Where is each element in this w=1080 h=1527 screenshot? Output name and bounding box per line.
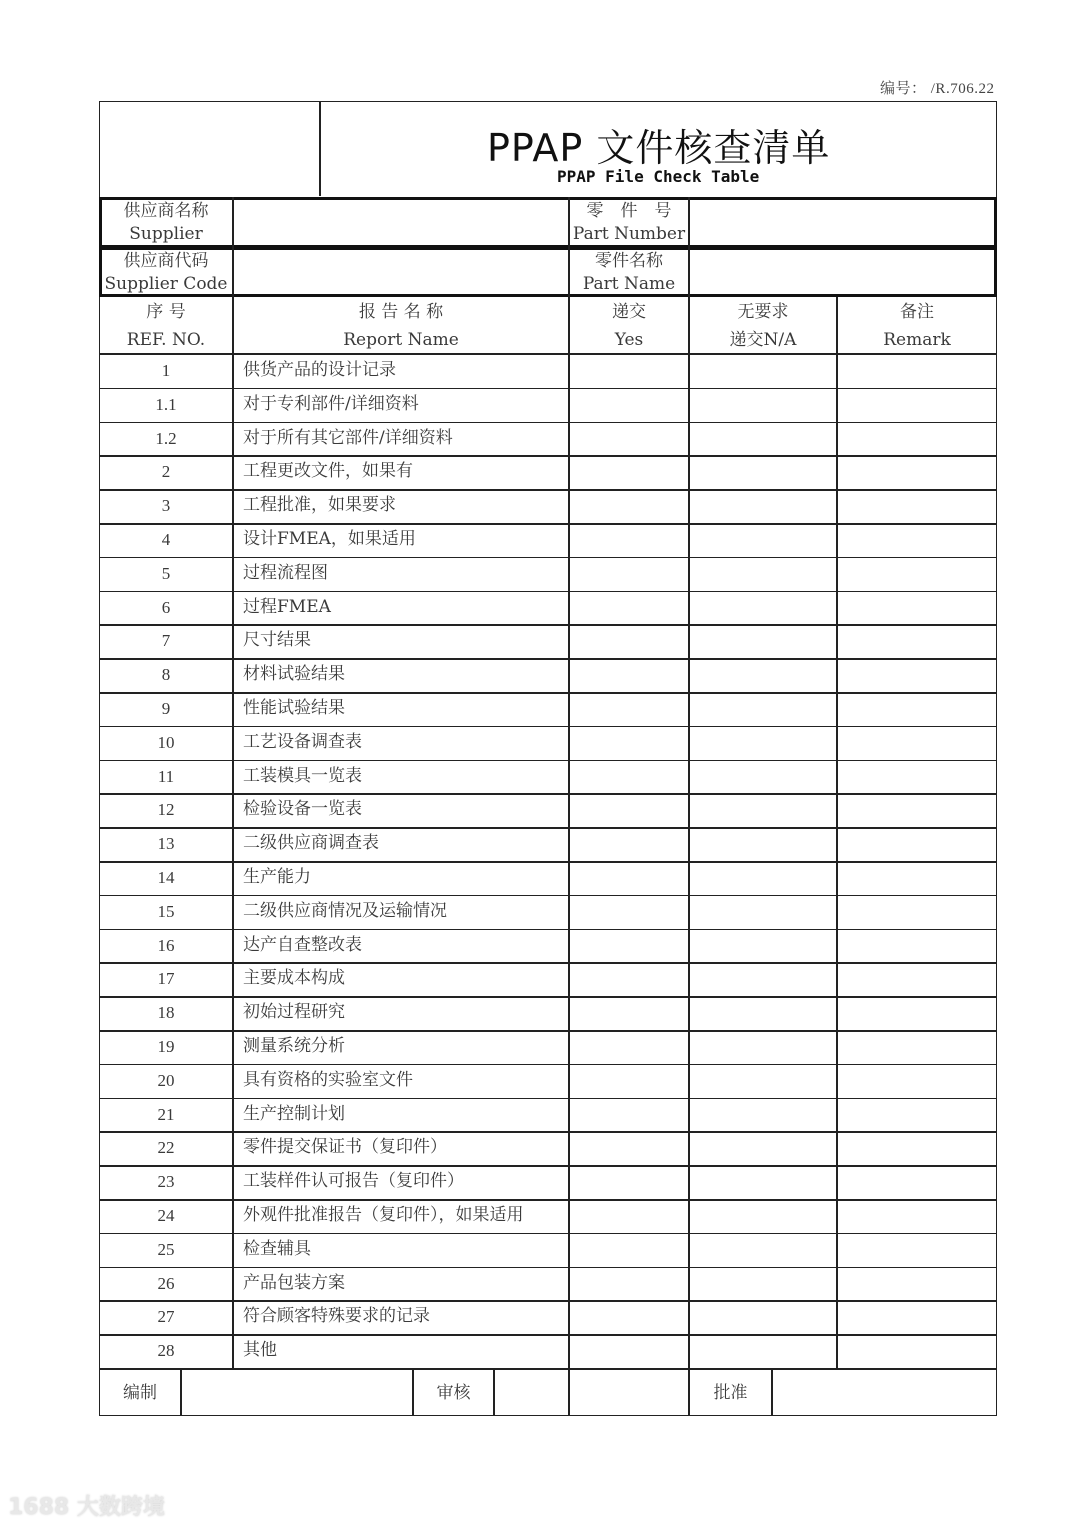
supplier-label [99, 199, 233, 247]
supplier-field[interactable] [235, 200, 567, 245]
row-yes-cell[interactable] [570, 558, 688, 590]
document-number [880, 77, 994, 98]
part-number-field[interactable] [691, 200, 993, 245]
row-remark-cell[interactable] [838, 1031, 996, 1063]
row-yes-cell[interactable] [570, 1301, 688, 1333]
row-remark-cell[interactable] [838, 490, 996, 522]
row-ref-number: 6 [161, 597, 171, 617]
row-yes-cell[interactable] [570, 693, 688, 725]
row-remark-cell[interactable] [838, 625, 996, 657]
row-report-name: 二级供应商情况及运输情况 [243, 900, 447, 921]
table-row [99, 827, 997, 861]
row-remark-cell[interactable] [838, 524, 996, 556]
row-remark-cell[interactable] [838, 727, 996, 759]
table-row [99, 658, 997, 692]
row-yes-cell[interactable] [570, 1200, 688, 1232]
row-report-name: 二级供应商调查表 [243, 833, 379, 854]
row-report-name: 供货产品的设计记录 [243, 360, 396, 380]
row-yes-cell[interactable] [570, 1099, 688, 1131]
row-na-cell[interactable] [690, 355, 836, 387]
row-remark-cell[interactable] [838, 1234, 996, 1266]
row-yes-cell[interactable] [570, 355, 688, 387]
row-ref-number: 23 [157, 1172, 175, 1192]
row-na-cell[interactable] [690, 389, 836, 421]
row-remark-cell[interactable] [838, 1166, 996, 1198]
row-remark-cell[interactable] [838, 761, 996, 793]
row-remark-cell[interactable] [838, 1065, 996, 1097]
table-row [99, 557, 997, 591]
row-yes-cell[interactable] [570, 1065, 688, 1097]
row-yes-cell[interactable] [570, 625, 688, 657]
row-ref-number: 16 [157, 935, 175, 955]
row-yes-cell[interactable] [570, 524, 688, 556]
row-na-cell[interactable] [690, 727, 836, 759]
row-report-name: 工装样件认可报告（复印件） [243, 1171, 464, 1192]
row-remark-cell[interactable] [838, 1301, 996, 1333]
table-row [99, 489, 997, 523]
table-row [99, 1300, 997, 1334]
row-report-name: 符合顾客特殊要求的记录 [243, 1306, 430, 1327]
reviewed-by-label [413, 1369, 494, 1416]
row-na-cell[interactable] [690, 1301, 836, 1333]
row-ref-number: 1.1 [155, 394, 177, 414]
row-yes-cell[interactable] [570, 456, 688, 488]
row-ref-number: 9 [161, 699, 171, 718]
table-row [99, 1064, 997, 1098]
part-number-label-en: Part Number [572, 224, 686, 244]
table-row [99, 1165, 997, 1199]
row-remark-cell[interactable] [838, 963, 996, 995]
page-subtitle: PPAP File Check Table [557, 167, 760, 186]
row-report-name: 过程流程图 [243, 562, 328, 583]
row-ref-number: 22 [157, 1138, 175, 1158]
row-na-cell[interactable] [690, 659, 836, 691]
row-ref-number: 14 [157, 868, 175, 887]
column-header-report-name [233, 298, 569, 354]
row-remark-cell[interactable] [838, 1268, 996, 1300]
row-remark-cell[interactable] [838, 896, 996, 928]
row-report-name: 对于所有其它部件/详细资料 [243, 427, 453, 448]
row-remark-cell[interactable] [838, 592, 996, 624]
part-name-label [569, 249, 689, 297]
row-report-name: 检验设备一览表 [243, 799, 362, 820]
row-na-cell[interactable] [690, 761, 836, 793]
row-yes-cell[interactable] [570, 862, 688, 894]
row-report-name: 工程批准，如果要求 [243, 495, 396, 516]
table-row [99, 861, 997, 895]
part-name-field[interactable] [691, 250, 993, 295]
table-row [99, 1131, 997, 1165]
table-row [99, 422, 997, 456]
supplier-code-label [99, 249, 233, 297]
table-row [99, 1267, 997, 1301]
row-report-name: 主要成本构成 [243, 968, 345, 989]
table-row [99, 1098, 997, 1132]
row-report-name: 工程更改文件，如果有 [243, 461, 413, 482]
column-header-na-en: 递交N/A [729, 330, 797, 350]
row-na-cell[interactable] [690, 1099, 836, 1131]
row-remark-cell[interactable] [838, 794, 996, 826]
column-header-remark [837, 298, 997, 354]
row-report-name: 尺寸结果 [243, 630, 311, 651]
row-remark-cell[interactable] [838, 1132, 996, 1164]
row-na-cell[interactable] [690, 558, 836, 590]
supplier-label-en: Supplier [129, 224, 203, 244]
watermark-logo: 1688 大数跨境 [8, 1495, 165, 1520]
row-report-name: 过程FMEA [243, 596, 331, 617]
part-number-label [569, 199, 689, 247]
row-na-cell[interactable] [690, 930, 836, 962]
row-yes-cell[interactable] [570, 1031, 688, 1063]
table-row [99, 996, 997, 1030]
row-remark-cell[interactable] [838, 558, 996, 590]
row-ref-number: 19 [157, 1037, 175, 1056]
column-header-remark-en: Remark [883, 330, 951, 350]
column-header-report-name-cn: 报 告 名 称 [358, 302, 444, 322]
row-yes-cell[interactable] [570, 794, 688, 826]
column-header-yes-en: Yes [614, 330, 644, 350]
row-yes-cell[interactable] [570, 761, 688, 793]
row-remark-cell[interactable] [838, 862, 996, 894]
table-row [99, 354, 997, 388]
reviewed-by-field[interactable] [495, 1369, 688, 1416]
column-header-na [689, 298, 837, 354]
column-header-ref [99, 298, 233, 354]
row-ref-number: 18 [157, 1003, 175, 1023]
row-yes-cell[interactable] [570, 1166, 688, 1198]
divider [319, 101, 321, 196]
row-ref-number: 2 [161, 462, 171, 482]
row-remark-cell[interactable] [838, 693, 996, 725]
row-yes-cell[interactable] [570, 659, 688, 691]
table-row [99, 1334, 997, 1368]
row-ref-number: 3 [161, 496, 171, 516]
row-remark-cell[interactable] [838, 930, 996, 962]
supplier-label-cn: 供应商名称 [123, 201, 209, 221]
row-ref-number: 20 [157, 1070, 175, 1090]
row-ref-number: 26 [157, 1273, 175, 1293]
row-yes-cell[interactable] [570, 896, 688, 928]
row-report-name: 产品包装方案 [243, 1272, 345, 1293]
row-ref-number: 17 [157, 969, 175, 989]
row-remark-cell[interactable] [838, 1335, 996, 1367]
row-na-cell[interactable] [690, 592, 836, 624]
part-name-label-en: Part Name [582, 274, 676, 294]
row-ref-number: 4 [161, 530, 171, 549]
row-remark-cell[interactable] [838, 1099, 996, 1131]
reviewed-by-label-text: 审核 [436, 1382, 471, 1403]
row-ref-number: 25 [157, 1239, 175, 1259]
row-ref-number: 13 [157, 834, 175, 854]
row-na-cell[interactable] [690, 997, 836, 1029]
row-yes-cell[interactable] [570, 389, 688, 421]
row-report-name: 具有资格的实验室文件 [243, 1069, 413, 1090]
row-na-cell[interactable] [690, 1031, 836, 1063]
column-header-ref-cn: 序 号 [146, 302, 186, 322]
row-ref-number: 1 [161, 361, 171, 380]
row-na-cell[interactable] [690, 456, 836, 488]
table-row [99, 895, 997, 929]
table-row [99, 388, 997, 422]
row-na-cell[interactable] [690, 862, 836, 894]
row-report-name: 生产能力 [243, 867, 311, 887]
table-row [99, 1199, 997, 1233]
table-row [99, 624, 997, 658]
row-na-cell[interactable] [690, 1166, 836, 1198]
row-ref-number: 11 [157, 766, 175, 786]
row-ref-number: 1.2 [155, 428, 177, 448]
row-remark-cell[interactable] [838, 828, 996, 860]
table-row [99, 455, 997, 489]
row-na-cell[interactable] [690, 490, 836, 522]
table-row [99, 692, 997, 726]
row-report-name: 零件提交保证书（复印件） [243, 1137, 447, 1158]
row-remark-cell[interactable] [838, 423, 996, 455]
row-ref-number: 15 [157, 901, 175, 921]
row-remark-cell[interactable] [838, 355, 996, 387]
row-yes-cell[interactable] [570, 727, 688, 759]
row-yes-cell[interactable] [570, 997, 688, 1029]
row-report-name: 其他 [243, 1340, 277, 1361]
row-yes-cell[interactable] [570, 1268, 688, 1300]
row-yes-cell[interactable] [570, 963, 688, 995]
row-yes-cell[interactable] [570, 490, 688, 522]
supplier-code-field[interactable] [235, 250, 567, 295]
table-row [99, 929, 997, 963]
row-na-cell[interactable] [690, 828, 836, 860]
row-yes-cell[interactable] [570, 930, 688, 962]
table-row [99, 760, 997, 794]
row-yes-cell[interactable] [570, 592, 688, 624]
row-na-cell[interactable] [690, 1234, 836, 1266]
prepared-by-label [99, 1369, 181, 1416]
row-ref-number: 7 [161, 631, 171, 651]
document-number-value: /R.706.22 [930, 81, 995, 97]
row-report-name: 设计FMEA，如果适用 [243, 529, 416, 549]
row-ref-number: 12 [157, 800, 175, 820]
table-row [99, 793, 997, 827]
row-remark-cell[interactable] [838, 456, 996, 488]
row-report-name: 性能试验结果 [243, 698, 345, 718]
logo-area [99, 101, 320, 196]
column-header-remark-cn: 备注 [900, 302, 934, 322]
row-report-name: 对于专利部件/详细资料 [243, 393, 419, 414]
row-na-cell[interactable] [690, 524, 836, 556]
supplier-code-label-cn: 供应商代码 [123, 251, 209, 271]
approved-by-label-text: 批准 [713, 1382, 748, 1403]
row-report-name: 工装模具一览表 [243, 765, 362, 786]
row-remark-cell[interactable] [838, 997, 996, 1029]
row-yes-cell[interactable] [570, 423, 688, 455]
row-na-cell[interactable] [690, 1065, 836, 1097]
row-ref-number: 24 [157, 1206, 175, 1225]
row-ref-number: 8 [161, 665, 171, 685]
row-ref-number: 27 [157, 1307, 175, 1327]
row-remark-cell[interactable] [838, 1200, 996, 1232]
column-header-ref-en: REF. NO. [126, 330, 206, 350]
row-report-name: 测量系统分析 [243, 1036, 345, 1056]
row-na-cell[interactable] [690, 1335, 836, 1367]
column-header-yes [569, 298, 689, 354]
row-report-name: 生产控制计划 [243, 1103, 345, 1124]
part-name-label-cn: 零件名称 [595, 251, 663, 271]
document-number-label: 编号： [880, 81, 927, 97]
row-report-name: 达产自查整改表 [243, 934, 362, 955]
row-remark-cell[interactable] [838, 389, 996, 421]
approved-by-field[interactable] [773, 1369, 995, 1416]
row-ref-number: 10 [157, 732, 175, 752]
table-row [99, 726, 997, 760]
row-na-cell[interactable] [690, 423, 836, 455]
table-row [99, 962, 997, 996]
row-yes-cell[interactable] [570, 828, 688, 860]
row-report-name: 检查辅具 [243, 1238, 311, 1259]
approved-by-label [689, 1369, 772, 1416]
column-header-na-cn: 无要求 [737, 302, 789, 322]
page-title: PPAP 文件核查清单 [487, 126, 831, 170]
row-na-cell[interactable] [690, 896, 836, 928]
row-yes-cell[interactable] [570, 1234, 688, 1266]
row-na-cell[interactable] [690, 1132, 836, 1164]
row-remark-cell[interactable] [838, 659, 996, 691]
row-na-cell[interactable] [690, 693, 836, 725]
row-ref-number: 21 [157, 1104, 175, 1124]
prepared-by-field[interactable] [182, 1369, 412, 1416]
row-report-name: 工艺设备调查表 [243, 731, 362, 752]
row-na-cell[interactable] [690, 794, 836, 826]
row-report-name: 材料试验结果 [243, 664, 345, 685]
row-ref-number: 28 [157, 1341, 175, 1361]
table-row [99, 591, 997, 625]
table-row [99, 523, 997, 557]
row-na-cell[interactable] [690, 963, 836, 995]
row-na-cell[interactable] [690, 1200, 836, 1232]
column-header-report-name-en: Report Name [343, 330, 459, 350]
row-na-cell[interactable] [690, 1268, 836, 1300]
prepared-by-label-text: 编制 [123, 1382, 157, 1403]
row-yes-cell[interactable] [570, 1132, 688, 1164]
row-report-name: 初始过程研究 [243, 1002, 345, 1023]
row-report-name: 外观件批准报告（复印件），如果适用 [243, 1205, 524, 1225]
part-number-label-cn: 零 件 号 [586, 201, 672, 221]
table-row [99, 1233, 997, 1267]
supplier-code-label-en: Supplier Code [104, 274, 228, 294]
column-header-yes-cn: 递交 [612, 302, 646, 322]
row-na-cell[interactable] [690, 625, 836, 657]
table-row [99, 1030, 997, 1064]
row-ref-number: 5 [161, 563, 171, 583]
row-yes-cell[interactable] [570, 1335, 688, 1367]
